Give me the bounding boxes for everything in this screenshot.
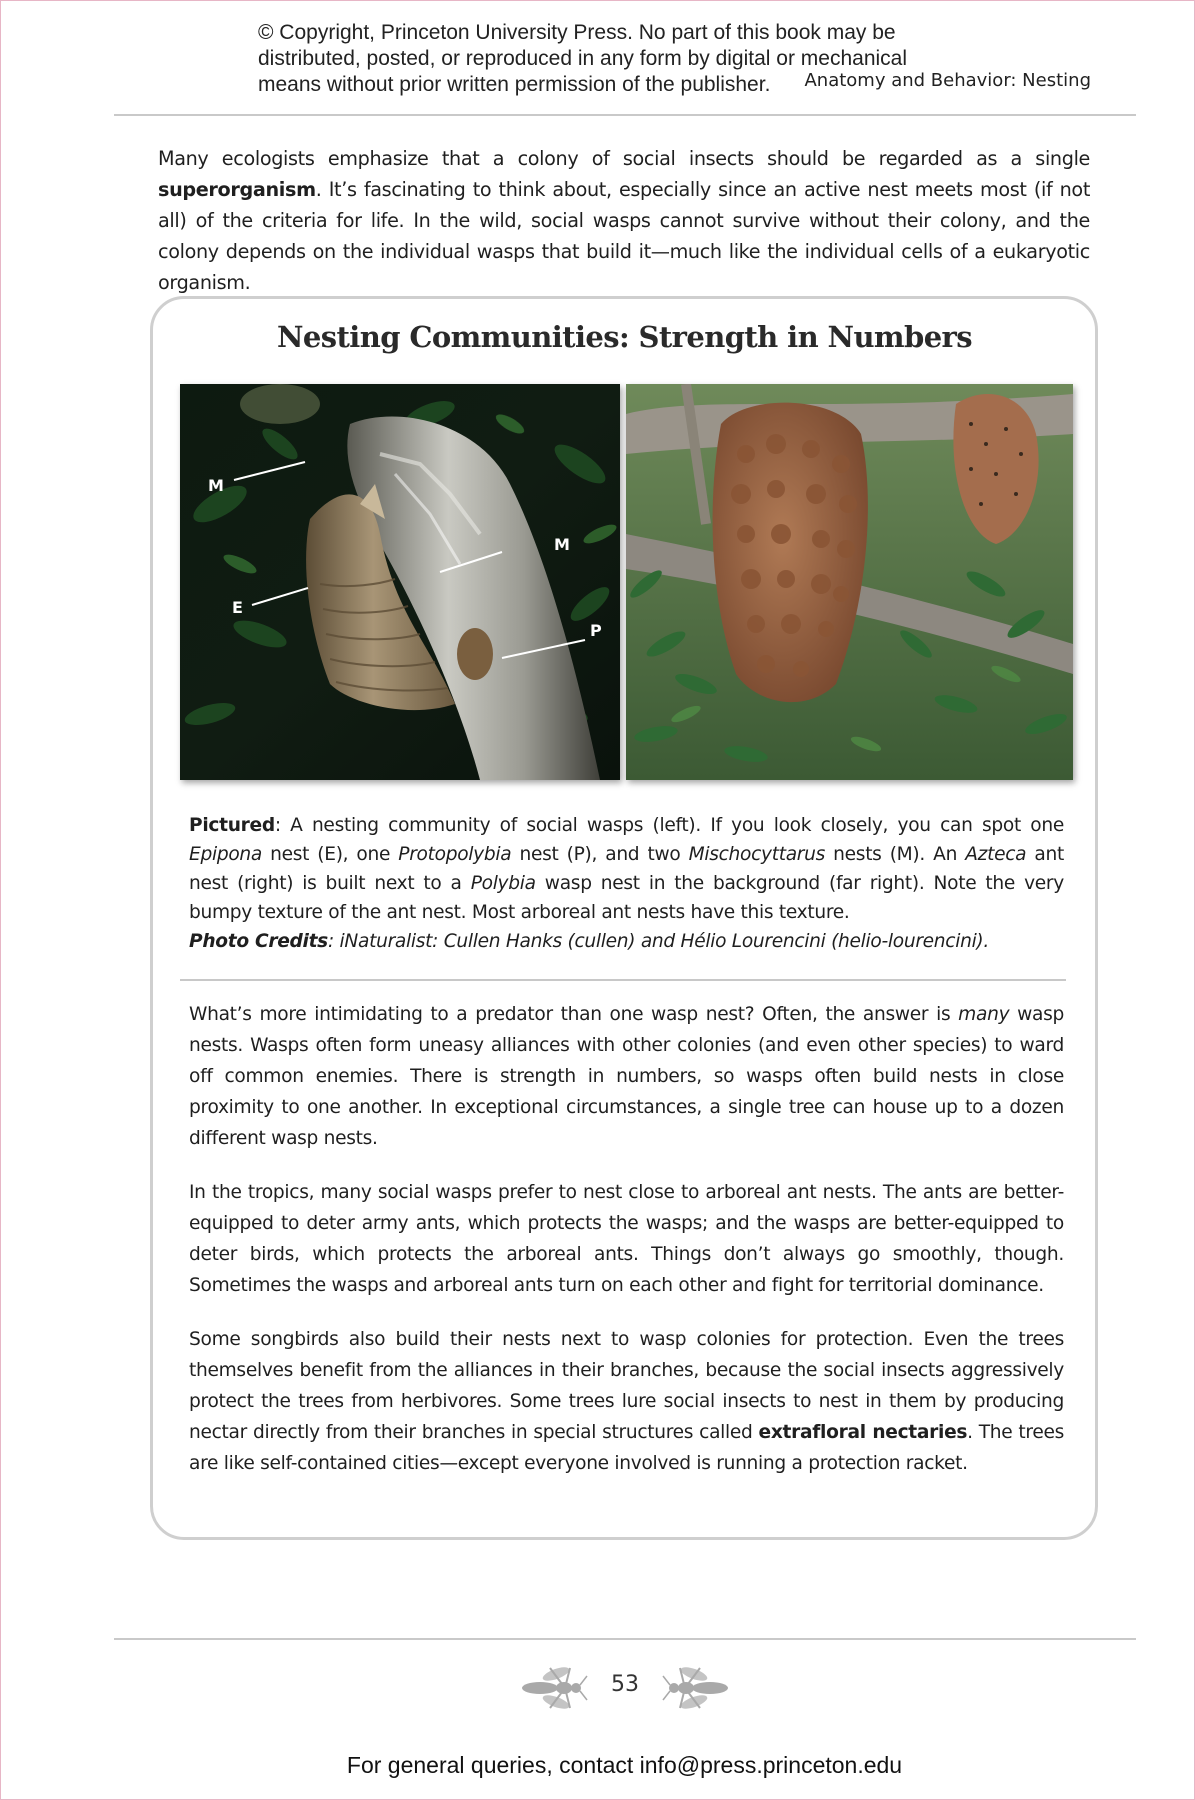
body-paragraph	[189, 999, 1064, 1154]
photo-credits	[189, 931, 989, 952]
caption-text: : A nesting community of social wasps (left). If you look closely, you can spot one	[274, 815, 1064, 836]
caption-divider	[180, 979, 1066, 981]
caption-text: ant nest (right) is built next to a	[189, 844, 1064, 894]
photo-caption	[189, 811, 1064, 956]
label-m: M	[208, 476, 224, 495]
credits-lead: Photo Credits	[189, 931, 328, 952]
copyright-line: © Copyright, Princeton University Press. No part of this book may be	[258, 21, 896, 44]
para-text: What’s more intimidating to a predator than one wasp nest? Often, the answer is	[189, 1004, 959, 1025]
footer-rule	[114, 1638, 1136, 1640]
para-text: Some songbirds also build their nests next to wasp colonies for protection. Even the trees themselves benefit from the alliances in their branches, because the social insects aggressively protect the trees from herbivores. Some trees lure social insects to nest in them by producing nectar directly from their branches in special structures called	[189, 1329, 1064, 1443]
contact-footer: For general queries, contact info@press.princeton.edu	[346, 1752, 903, 1778]
caption-italic: Azteca	[965, 844, 1027, 865]
para-italic: many	[958, 1004, 1010, 1025]
body-paragraph: In the tropics, many social wasps prefer to nest close to arboreal ant nests. The ants are better-equipped to deter army ants, which protects the wasps; and the wasps are better-equipped to deter birds, which protects the arboreal ants. Things don’t always go smoothly, though. Sometimes the wasps and arboreal ants turn on each other and fight for territorial dominance.	[189, 1182, 1064, 1296]
intro-text: Many ecologists emphasize that a colony of social insects should be regarded as a single	[158, 147, 1090, 170]
intro-text: . It’s fascinating to think about, especially since an active nest meets most (if not all) of the criteria for life. In the wild, social wasps cannot survive without their colony, and the colony depends on the individual wasps that build it—much like the individual cells of a eukaryotic organism.	[158, 178, 1090, 294]
caption-text: nest (P), and two	[511, 844, 689, 865]
para-bold-term: extrafloral nectaries	[758, 1422, 968, 1443]
caption-italic: Mischocyttarus	[688, 844, 826, 865]
wasp-icon	[662, 1664, 730, 1712]
box-title: Nesting Communities: Strength in Numbers	[277, 320, 972, 354]
wasp-nests-image	[180, 384, 620, 780]
page-number: 53	[611, 1672, 639, 1697]
caption-text: wasp nest in the background (far right). Note the very bumpy texture of the ant nest. Most arboreal ant nests have this texture.	[189, 873, 1064, 923]
credits-text: : iNaturalist: Cullen Hanks (cullen) and Hélio Lourencini (helio-lourencini).	[327, 931, 990, 952]
label-e: E	[232, 598, 243, 617]
header-rule	[114, 114, 1136, 116]
intro-paragraph	[158, 143, 1090, 298]
ant-nest-image	[626, 384, 1073, 780]
photo-ant-nest	[626, 384, 1073, 780]
copyright-line: distributed, posted, or reproduced in any form by digital or mechanical	[258, 47, 908, 70]
label-p: P	[590, 621, 602, 640]
photo-wasp-nests	[180, 384, 620, 780]
label-m: M	[554, 535, 570, 554]
caption-text: nests (M). An	[825, 844, 966, 865]
para-text: wasp nests. Wasps often form uneasy alliances with other colonies (and even other species) to ward off common enemies. There is strength in numbers, so wasps often build nests in close proximity to one another. In exceptional circumstances, a single tree can house up to a dozen different wasp nests.	[189, 1004, 1064, 1149]
copyright-line: means without prior written permission of the publisher.	[258, 73, 771, 96]
running-head: Anatomy and Behavior: Nesting	[804, 70, 1091, 91]
caption-text: nest (E), one	[261, 844, 399, 865]
caption-italic: Polybia	[470, 873, 536, 894]
intro-bold-term: superorganism	[158, 178, 316, 201]
caption-italic: Protopolybia	[398, 844, 512, 865]
para-text: . The trees are like self-contained cities—except everyone involved is running a protection racket.	[189, 1422, 1064, 1474]
wasp-icon	[520, 1664, 588, 1712]
body-paragraph	[189, 1324, 1064, 1479]
caption-italic: Epipona	[189, 844, 262, 865]
caption-lead: Pictured	[189, 815, 275, 836]
